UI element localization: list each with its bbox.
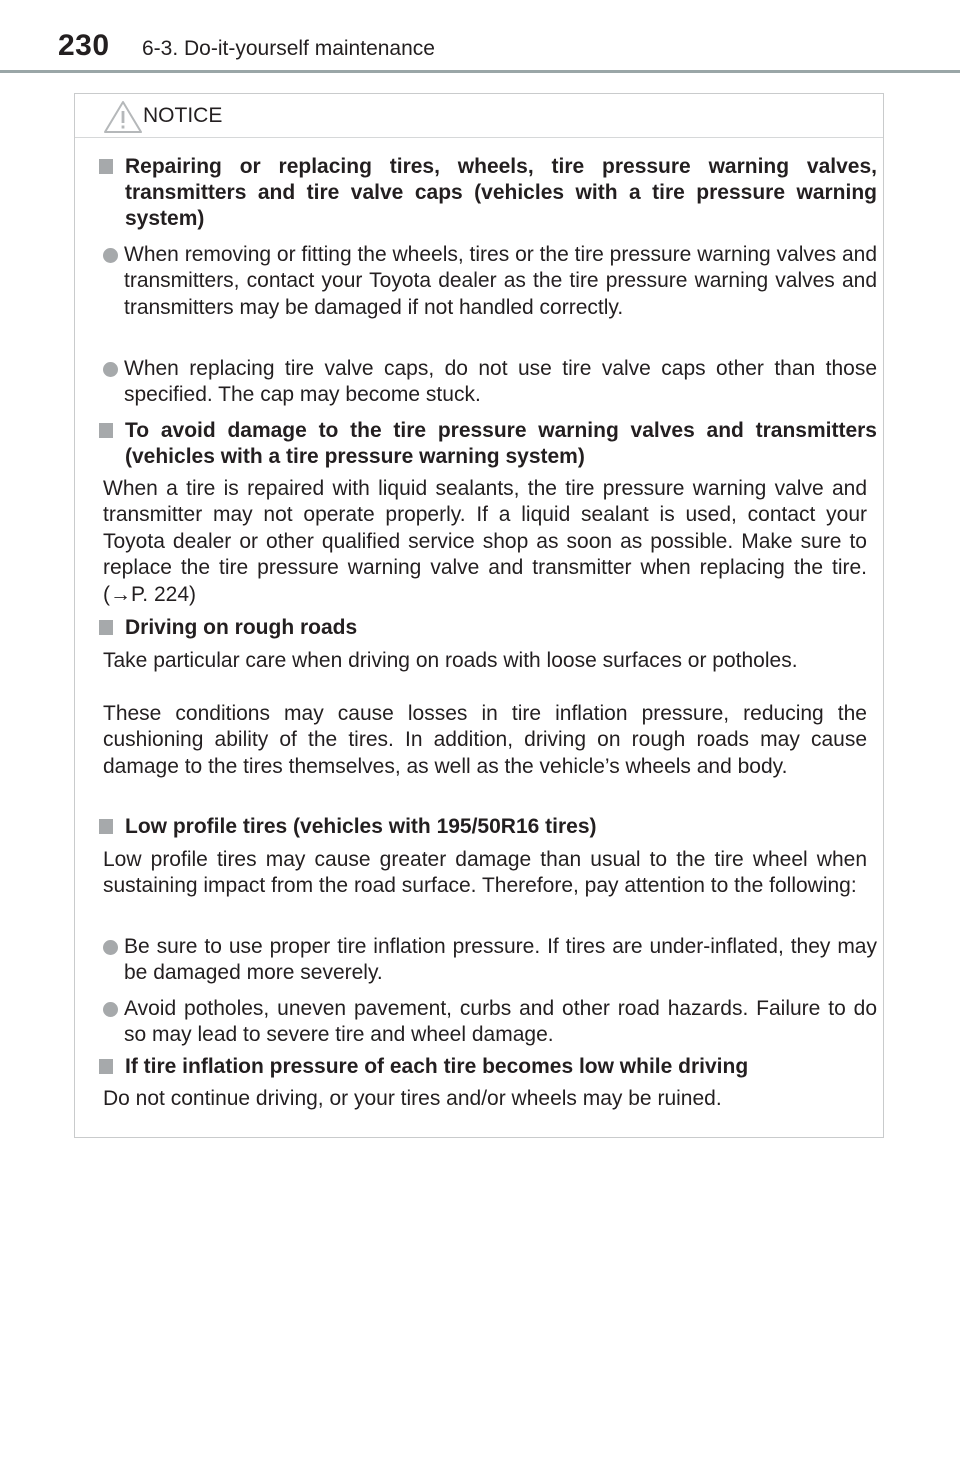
notice-box — [74, 93, 884, 1138]
section-heading: To avoid damage to the tire pressure warning valves and transmitters (vehicles with a tire pressure warning system) — [98, 418, 877, 470]
circle-bullet-icon — [103, 940, 118, 955]
list-item: When replacing tire valve caps, do not use tire valve caps other than those specified. The cap may become stuck. — [103, 356, 877, 409]
notice-header — [75, 94, 883, 138]
header-rule — [0, 70, 960, 73]
paragraph: Low profile tires may cause greater damage than usual to the tire wheel when sustaining impact from the road surface. Therefore, pay attention to the following: — [103, 848, 867, 898]
section-title: 6-3. Do-it-yourself maintenance — [142, 37, 435, 60]
paragraph: These conditions may cause losses in tire inflation pressure, reducing the cushioning ability of the tires. In addition, driving on rough roads may cause damage to the tires themselves, as well as the vehicle’s wheels and body. — [103, 702, 867, 778]
square-bullet-icon — [99, 819, 113, 834]
section-heading: Driving on rough roads — [98, 615, 877, 641]
section-heading: Repairing or replacing tires, wheels, tire pressure warning valves, transmitters and tire valve caps (vehicles with a tire pressure warning system) — [98, 154, 877, 232]
list-item: Avoid potholes, uneven pavement, curbs and other road hazards. Failure to do so may lead to severe tire and wheel damage. — [103, 996, 877, 1049]
square-bullet-icon — [99, 620, 113, 635]
paragraph: Do not continue driving, or your tires and/or wheels may be ruined. — [103, 1087, 722, 1110]
list-item: When removing or fitting the wheels, tires or the tire pressure warning valves and transmitters, contact your Toyota dealer as the tire pressure warning valves and transmitters may be damaged if not handled correctly. — [103, 242, 877, 321]
section-heading: Low profile tires (vehicles with 195/50R16 tires) — [98, 814, 877, 840]
paragraph: When a tire is repaired with liquid sealants, the tire pressure warning valve and transmitter may not operate properly. If a liquid sealant is used, contact your Toyota dealer or other qualified service shop as soon as possible. Make sure to replace the tire pressure warning valve and transmitter when replacing the tire. (→P. 224) — [103, 477, 867, 606]
square-bullet-icon — [99, 1059, 113, 1074]
warning-triangle-icon — [103, 100, 143, 134]
page-number: 230 — [58, 29, 110, 62]
section-heading: If tire inflation pressure of each tire becomes low while driving — [98, 1054, 877, 1080]
circle-bullet-icon — [103, 362, 118, 377]
notice-label: NOTICE — [143, 104, 223, 127]
list-item: Be sure to use proper tire inflation pressure. If tires are under-inflated, they may be damaged more severely. — [103, 934, 877, 987]
circle-bullet-icon — [103, 248, 118, 263]
paragraph: Take particular care when driving on roads with loose surfaces or potholes. — [103, 649, 798, 672]
page-header — [0, 0, 960, 78]
circle-bullet-icon — [103, 1002, 118, 1017]
square-bullet-icon — [99, 423, 113, 438]
square-bullet-icon — [99, 159, 113, 174]
